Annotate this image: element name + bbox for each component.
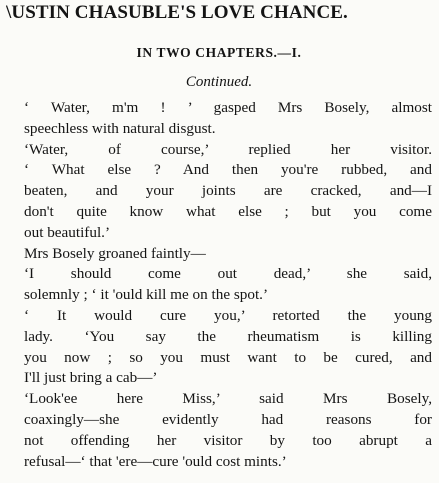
text-line: ‘Look'ee here Miss,’ said Mrs Bosely, [24,390,432,408]
text-line: coaxingly—she evidently had reasons for [24,410,432,428]
text-line: ‘ Water, m'm ! ’ gasped Mrs Bosely, almost [24,99,432,116]
text-line: Mrs Bosely groaned faintly— [24,244,206,262]
headline: \USTIN CHASUBLE'S LOVE CHANCE. [6,2,348,23]
text-line: not offending her visitor by too abrupt a [24,431,432,449]
paragraph [6,98,432,140]
text-line: refusal—‘ that 'ere—cure 'ould cost mints.’ [24,452,287,470]
paragraph [6,244,432,265]
text-line: ‘ What else ? And then you're rubbed, and [24,161,432,179]
text-line: I'll just bring a cab—’ [24,369,158,387]
paragraph [6,306,432,389]
continued-label: Continued. [185,74,253,90]
paragraph [6,264,432,306]
article-body [6,98,432,472]
text-line: solemnly ; ‘ it 'ould kill me on the spot.’ [24,286,269,304]
text-line: beaten, and your joints are cracked, and—I [24,182,432,200]
paragraph [6,389,432,472]
text-line: ‘I should come out dead,’ she said, [24,265,432,283]
paragraph [6,140,432,244]
text-line: out beautiful.’ [24,223,111,241]
text-line: lady. ‘You say the rheumatism is killing [24,327,432,345]
text-line: don't quite know what else ; but you come [24,202,432,220]
text-line: you now ; so you must want to be cured, and [24,348,432,366]
subhead: IN TWO CHAPTERS.—I. [136,45,302,60]
text-line: ‘Water, of course,’ replied her visitor. [24,140,432,158]
text-line: ‘ It would cure you,’ retorted the young [24,306,432,324]
text-line: speechless with natural disgust. [24,119,216,137]
